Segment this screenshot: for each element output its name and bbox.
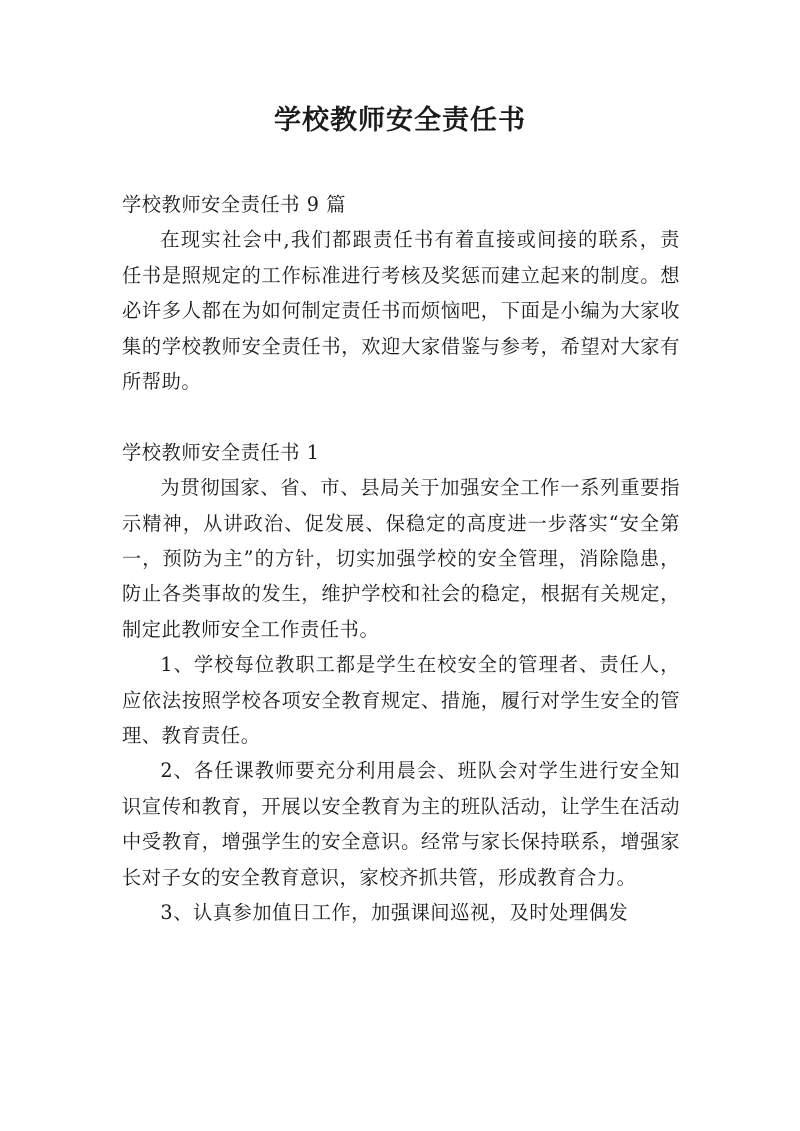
- section1-paragraph-item-1: 1、学校每位教职工都是学生在校安全的管理者、责任人，应依法按照学校各项安全教育规定、措施，履行对学生安全的管理、教育责任。: [122, 653, 680, 748]
- section1-paragraph-item-2: 2、各任课教师要充分利用晨会、班队会对学生进行安全知识宣传和教育，开展以安全教育为主的班队活动，让学生在活动中受教育，增强学生的安全意识。经常与家长保持联系，增强家长对子女的安全教育意识，家校齐抓共管，形成教育合力。: [122, 759, 680, 889]
- intro-heading: 学校教师安全责任书 9 篇: [122, 193, 347, 216]
- page-title: 学校教师安全责任书: [274, 105, 526, 136]
- section1-paragraph-preamble: 为贯彻国家、省、市、县局关于加强安全工作一系列重要指示精神，从讲政治、促发展、保稳定的高度进一步落实“安全第一，预防为主”的方针，切实加强学校的安全管理，消除隐患，防止各类事故的发生，维护学校和社会的稳定，根据有关规定，制定此教师安全工作责任书。: [122, 476, 680, 641]
- section1-heading: 学校教师安全责任书 1: [122, 440, 320, 464]
- document-body: [122, 187, 680, 931]
- intro-paragraph: 在现实社会中,我们都跟责任书有着直接或间接的联系，责任书是照规定的工作标准进行考核及奖惩而建立起来的制度。想必许多人都在为如何制定责任书而烦恼吧，下面是小编为大家收集的学校教师安全责任书，欢迎大家借鉴与参考，希望对大家有所帮助。: [122, 228, 680, 394]
- section-spacer: [122, 399, 680, 434]
- section1-paragraph-item-3: 3、认真参加值日工作，加强课间巡视，及时处理偶发: [160, 901, 629, 925]
